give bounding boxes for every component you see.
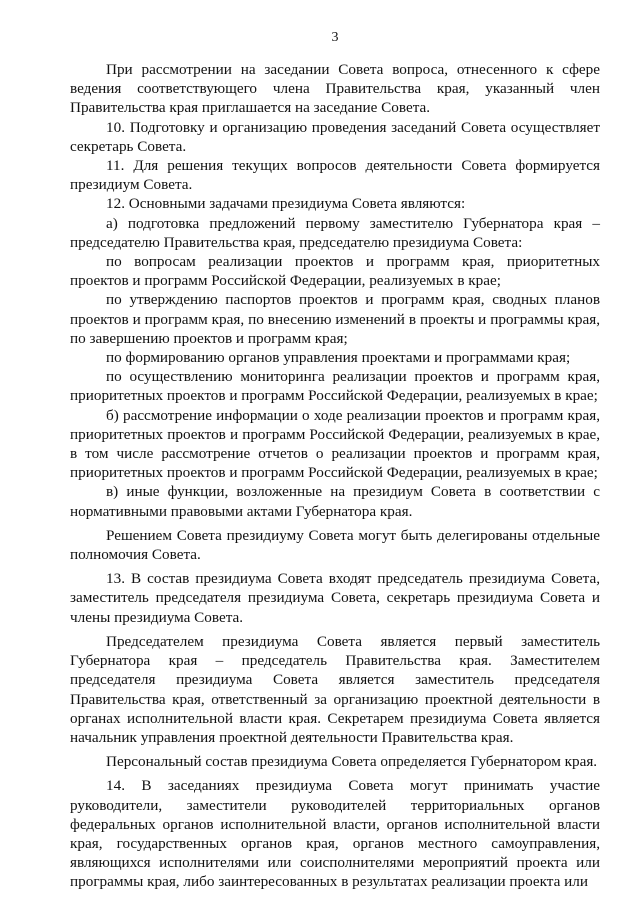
paragraph-12b: б) рассмотрение информации о ходе реализации проектов и программ края, приоритетных проектов и программ Российской Федерации, реализуемых в крае, в том числе рассмотрение отчетов о реализации проектов и программ края, приоритетных проектов и программ Российской Федерации, реализуемых в крае; — [70, 406, 600, 482]
paragraph-11-presidium: 11. Для решения текущих вопросов деятельности Совета формируется президиум Совета. — [70, 157, 600, 194]
page-number: 3 — [331, 30, 339, 45]
paragraph-10-secretary: 10. Подготовку и организацию проведения заседаний Совета осуществляет секретарь Совета. — [70, 118, 600, 155]
paragraph-12a-item-1: по вопросам реализации проектов и программ края, приоритетных проектов и программ Российской Федерации, реализуемых в крае; — [70, 253, 600, 290]
paragraph-14-participants: 14. В заседаниях президиума Совета могут принимать участие руководители, заместители руководителей территориальных органов федеральных органов исполнительной власти, органов исполнительной власти края, государственных органов края, органов местного самоуправления, являющихся исполнителями или соисполнителями мероприятий проекта или программы края, либо заинтересованных в результатах реализации проекта или — [70, 777, 600, 891]
paragraph-council-member-invitation: При рассмотрении на заседании Совета вопроса, отнесенного к сфере ведения соответствующего члена Правительства края, указанный член Правительства края приглашается на заседание Совета. — [70, 61, 600, 117]
paragraph-12a-item-4: по осуществлению мониторинга реализации проектов и программ края, приоритетных проектов и программ Российской Федерации, реализуемых в крае; — [70, 368, 600, 405]
document-text — [70, 60, 600, 892]
paragraph-13-chairman: Председателем президиума Совета является первый заместитель Губернатора края – председатель Правительства края. Заместителем председателя президиума Совета является заместитель председателя Правительства края, ответственный за организацию проектной деятельности в органах исполнительной власти края. Секретарем президиума Совета является начальник управления проектной деятельности Правительства края. — [70, 632, 600, 746]
paragraph-12a-item-2: по утверждению паспортов проектов и программ края, сводных планов проектов и программ края, по внесению изменений в проекты и программы края, по завершению проектов и программ края; — [70, 291, 600, 347]
paragraph-12-tasks: 12. Основными задачами президиума Совета являются: — [106, 195, 466, 213]
paragraph-13-composition: 13. В состав президиума Совета входят председатель президиума Совета, заместитель председателя президиума Совета, секретарь президиума Совета и члены президиума Совета. — [70, 570, 600, 626]
paragraph-delegation: Решением Совета президиуму Совета могут быть делегированы отдельные полномочия Совета. — [70, 526, 600, 564]
paragraph-13-personal-composition: Персональный состав президиума Совета определяется Губернатором края. — [106, 753, 598, 771]
paragraph-12a-item-3: по формированию органов управления проектами и программами края; — [106, 349, 571, 367]
paragraph-12a: а) подготовка предложений первому заместителю Губернатора края – председателю Правительства края, председателю президиума Совета: — [70, 214, 600, 251]
paragraph-12v: в) иные функции, возложенные на президиум Совета в соответствии с нормативными правовыми актами Губернатора края. — [70, 483, 600, 520]
